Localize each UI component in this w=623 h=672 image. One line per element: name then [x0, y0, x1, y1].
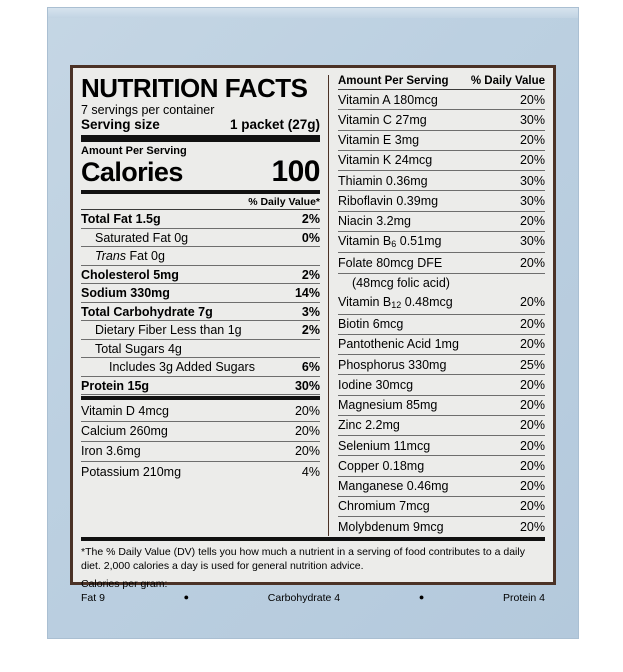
nutrient-daily-value: 2%: [301, 267, 320, 282]
nutrient-row: [81, 247, 320, 265]
vitamin-name: Riboflavin 0.39mg: [338, 193, 439, 208]
nutrient-daily-value: 2%: [301, 212, 320, 227]
vitamin-row: [338, 212, 545, 231]
vitamin-row: [338, 253, 545, 272]
nutrient-daily-value: 0%: [301, 230, 320, 245]
panel-title: NUTRITION FACTS: [81, 73, 308, 103]
vitamin-daily-value: 20%: [519, 153, 545, 168]
amount-per-serving-label: Amount Per Serving: [81, 145, 187, 158]
vitamin-row: [81, 462, 320, 481]
cpg-dot-2: ●: [418, 591, 425, 602]
vitamin-daily-value: 20%: [519, 92, 545, 107]
vitamin-row: [81, 422, 320, 441]
nutrient-row: [81, 340, 320, 358]
divider-thick-1: [81, 135, 320, 142]
vitamin-daily-value: 20%: [519, 337, 545, 352]
nutrient-row: [81, 321, 320, 339]
vitamin-row: [338, 131, 545, 150]
nutrient-name: Saturated Fat 0g: [95, 230, 189, 245]
vitamin-daily-value: 20%: [519, 438, 545, 453]
vitamin-name: Vitamin E 3mg: [338, 133, 420, 147]
vitamin-daily-value: 25%: [519, 357, 545, 372]
vitamin-daily-value: 20%: [519, 317, 545, 332]
vitamin-daily-value: 30%: [519, 173, 545, 188]
row-divider: [81, 394, 320, 395]
calories-label: Calories: [81, 157, 183, 188]
nutrient-row: [81, 377, 320, 395]
vitamin-row: [338, 232, 545, 253]
vitamin-row: [338, 436, 545, 455]
product-package: [48, 8, 578, 638]
vitamin-row: [81, 401, 320, 420]
nutrient-name: Total Fat 1.5g: [81, 212, 161, 227]
vitamin-name: Copper 0.18mg: [338, 458, 425, 473]
vitamin-name: Vitamin C 27mg: [338, 112, 427, 127]
vitamin-row: [81, 442, 320, 461]
vitamin-daily-value: 30%: [519, 193, 545, 208]
cpg-protein: Protein 4: [502, 591, 546, 604]
vitamin-daily-value: 20%: [294, 444, 320, 459]
divider-med-1: [81, 190, 320, 194]
vitamin-row: [338, 477, 545, 496]
vitamin-daily-value: 4%: [301, 464, 320, 479]
nutrient-name: Protein 15g: [81, 378, 150, 393]
nutrient-name: Includes 3g Added Sugars: [109, 360, 255, 375]
vitamin-name: Vitamin $B_{12}$ 0.48mcg: [338, 295, 453, 311]
vitamin-row: [338, 274, 545, 293]
vitamin-row: [338, 517, 545, 536]
vitamin-name: Vitamin $B_6$ 0.51mg: [338, 234, 442, 250]
nutrient-name: Cholesterol 5mg: [81, 267, 179, 282]
calories-value: 100: [271, 155, 320, 189]
nutrient-daily-value: 3%: [301, 304, 320, 319]
vitamin-daily-value: 20%: [519, 377, 545, 392]
right-column-header: [338, 75, 545, 89]
nutrient-name: Trans Fat 0g: [95, 249, 165, 264]
footnote-block: [81, 536, 545, 603]
vitamin-daily-value: 20%: [519, 519, 545, 534]
vitamin-row: [338, 293, 545, 314]
nutrient-name: Sodium 330mg: [81, 286, 170, 301]
nutrition-right-column: [329, 75, 545, 536]
nutrient-daily-value: 2%: [301, 323, 320, 338]
vitamin-name: Zinc 2.2mg: [338, 418, 400, 433]
nutrient-row: [81, 229, 320, 247]
main-nutrients-list: [81, 210, 320, 395]
vitamin-name: (48mcg folic acid): [352, 276, 450, 291]
nutrient-daily-value: 30%: [294, 378, 320, 393]
package-top-edge: [48, 8, 578, 18]
nutrient-row: [81, 284, 320, 302]
vitamin-name: Vitamin K 24mcg: [338, 153, 433, 168]
vitamin-daily-value: 20%: [294, 403, 320, 418]
vitamin-name: Phosphorus 330mg: [338, 357, 447, 372]
calories-row: [81, 155, 320, 189]
vitamin-daily-value: 20%: [519, 479, 545, 494]
nutrient-name: Total Carbohydrate 7g: [81, 304, 213, 319]
vitamin-row: [338, 416, 545, 435]
vitamin-row: [338, 151, 545, 170]
divider-med-3: [81, 537, 545, 541]
vitamin-daily-value: 20%: [519, 418, 545, 433]
nutrition-facts-panel: [70, 65, 556, 604]
vitamin-row: [338, 456, 545, 475]
vitamin-row: [338, 355, 545, 374]
cpg-carbohydrate: Carbohydrate 4: [267, 591, 341, 604]
left-vitamins-list: [81, 401, 320, 481]
nutrient-row: [81, 358, 320, 376]
vitamin-name: Potassium 210mg: [81, 464, 182, 479]
vitamin-name: Magnesium 85mg: [338, 398, 438, 413]
nutrient-name: Total Sugars 4g: [95, 341, 182, 356]
vitamin-row: [338, 375, 545, 394]
nutrition-left-column: [81, 75, 329, 536]
vitamin-name: Pantothenic Acid 1mg: [338, 337, 459, 352]
servings-per-container: 7 servings per container: [81, 102, 215, 117]
vitamin-daily-value: 20%: [519, 398, 545, 413]
nutrient-daily-value: 14%: [294, 286, 320, 301]
vitamin-name: Chromium 7mcg: [338, 499, 430, 514]
vitamin-row: [338, 315, 545, 334]
vitamin-name: Biotin 6mcg: [338, 317, 404, 332]
vitamin-name: Manganese 0.46mg: [338, 479, 449, 494]
vitamin-name: Vitamin D 4mcg: [81, 403, 169, 418]
vitamin-row: [338, 171, 545, 190]
serving-size-row: [81, 117, 320, 134]
vitamin-name: Vitamin A 180mcg: [338, 92, 438, 107]
vitamin-row: [338, 191, 545, 210]
vitamin-row: [338, 497, 545, 516]
vitamin-daily-value: 30%: [519, 112, 545, 127]
vitamin-row: [338, 90, 545, 109]
serving-size-label: Serving size: [81, 116, 160, 132]
vitamin-daily-value: 20%: [519, 295, 545, 310]
vitamin-row: [338, 396, 545, 415]
calories-per-gram-label: Calories per gram:: [81, 577, 168, 590]
cpg-fat: Fat 9: [81, 591, 105, 604]
vitamin-row: [338, 110, 545, 129]
vitamin-daily-value: 20%: [294, 424, 320, 439]
vitamin-name: Selenium 11mcg: [338, 438, 431, 453]
serving-size-value: 1 packet (27g): [229, 116, 320, 132]
vitamin-daily-value: 30%: [519, 234, 545, 249]
vitamin-daily-value: 20%: [519, 499, 545, 514]
daily-value-header: % Daily Value*: [248, 196, 320, 209]
vitamin-name: Iodine 30mcg: [338, 377, 414, 392]
vitamin-name: Molybdenum 9mcg: [338, 519, 444, 534]
nutrient-name: Dietary Fiber Less than 1g: [95, 323, 242, 338]
calories-per-gram-row: [81, 590, 545, 604]
right-vitamins-list: [338, 90, 545, 536]
right-amount-header: Amount Per Serving: [338, 75, 449, 87]
vitamin-daily-value: 20%: [519, 214, 545, 228]
vitamin-daily-value: 20%: [519, 255, 545, 270]
nutrient-row: [81, 266, 320, 284]
vitamin-name: Calcium 260mg: [81, 424, 168, 439]
vitamin-name: Iron 3.6mg: [81, 444, 141, 459]
divider-med-2: [81, 396, 320, 400]
daily-value-footnote: *The % Daily Value (DV) tells you how much a nutrient in a serving of food contributes to a daily diet. 2,000 calories a day is used for general nutrition advice.: [81, 546, 525, 572]
vitamin-daily-value: 20%: [519, 133, 545, 147]
cpg-dot-1: ●: [183, 591, 190, 602]
vitamin-name: Thiamin 0.36mg: [338, 173, 428, 188]
nutrient-daily-value: 6%: [301, 360, 320, 375]
nutrient-row: [81, 303, 320, 321]
nutrient-row: [81, 210, 320, 228]
vitamin-name: Niacin 3.2mg: [338, 214, 411, 228]
vitamin-name: Folate 80mcg DFE: [338, 255, 443, 270]
vitamin-daily-value: 20%: [519, 458, 545, 473]
right-dv-header: % Daily Value: [470, 75, 545, 87]
vitamin-row: [338, 335, 545, 354]
